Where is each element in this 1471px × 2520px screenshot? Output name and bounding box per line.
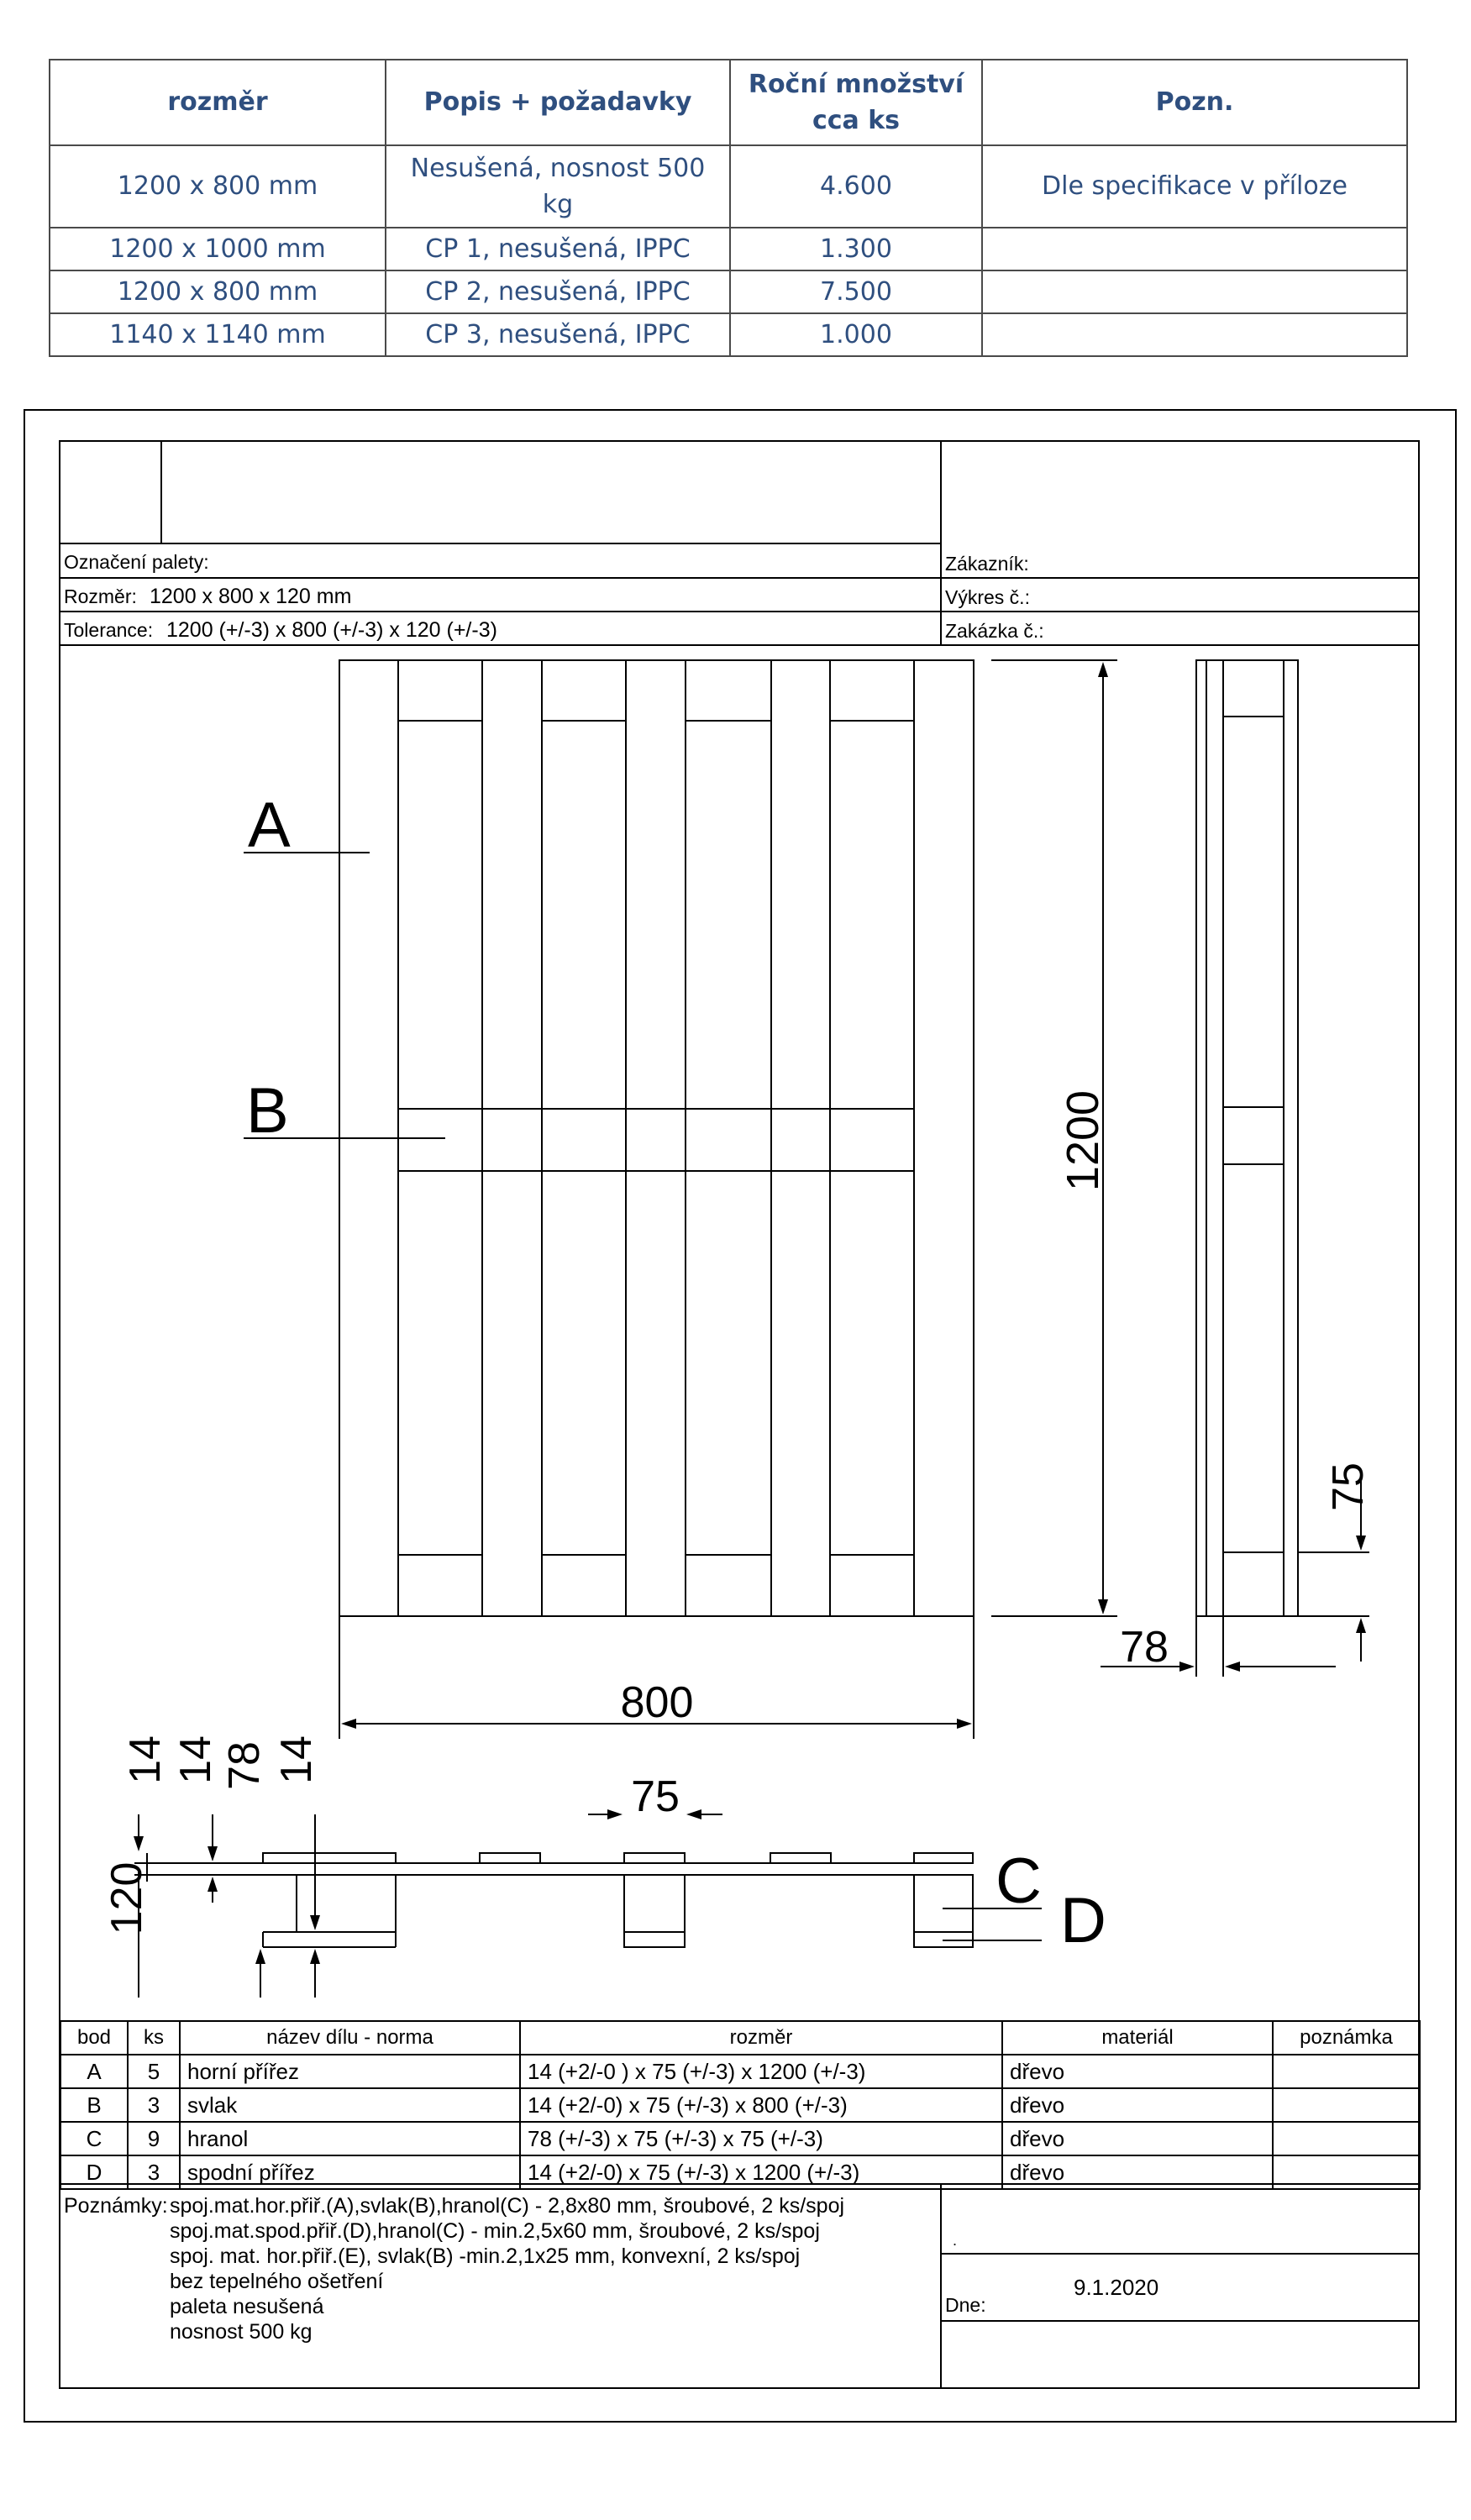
parts-cell: horní přířez (180, 2055, 520, 2088)
part-label-d: D (1060, 1885, 1106, 1956)
parts-cell (1273, 2155, 1420, 2189)
parts-cell: C (60, 2122, 128, 2155)
parts-cell: dřevo (1002, 2055, 1273, 2088)
parts-cell: 9 (128, 2122, 180, 2155)
parts-header-cell: poznámka (1273, 2021, 1420, 2055)
parts-cell (1273, 2122, 1420, 2155)
parts-row (60, 2155, 1420, 2189)
parts-table (60, 2020, 1421, 2190)
parts-header-cell: bod (60, 2021, 128, 2055)
parts-header-row (60, 2021, 1420, 2055)
note-line: spoj.mat.hor.přiř.(A),svlak(B),hranol(C) - 2,8x80 mm, šroubové, 2 ks/spoj (170, 2194, 845, 2218)
value-tolerance: 1200 (+/-3) x 800 (+/-3) x 120 (+/-3) (166, 618, 497, 642)
notes-label: Poznámky: (64, 2194, 168, 2218)
parts-row (60, 2122, 1420, 2155)
parts-row (60, 2088, 1420, 2122)
summary-cell: Nesušená, nosnost 500 kg (386, 145, 730, 228)
summary-cell: 1.000 (730, 313, 982, 356)
parts-cell: 14 (+2/-0) x 75 (+/-3) x 800 (+/-3) (520, 2088, 1002, 2122)
parts-cell: dřevo (1002, 2155, 1273, 2189)
parts-cell: 14 (+2/-0) x 75 (+/-3) x 1200 (+/-3) (520, 2155, 1002, 2189)
parts-header-cell: rozměr (520, 2021, 1002, 2055)
note-line: paleta nesušená (170, 2295, 324, 2318)
part-label-c: C (996, 1845, 1042, 1917)
dimension-800: 800 (620, 1678, 694, 1727)
dimension-78-side: 78 (1120, 1623, 1169, 1672)
summary-cell: 1200 x 800 mm (50, 270, 386, 313)
parts-cell: 3 (128, 2155, 180, 2189)
summary-cell: Dle specifikace v příloze (982, 145, 1407, 228)
summary-header-cell: rozměr (50, 60, 386, 145)
notes-lines (170, 2193, 844, 2344)
pallet-side-view (1196, 660, 1298, 1616)
label-zakaznik: Zákazník: (945, 553, 1029, 575)
label-dne: Dne: (945, 2294, 986, 2316)
pallet-front-view (147, 1853, 973, 1947)
label-vykres: Výkres č.: (945, 586, 1030, 608)
note-line: spoj. mat. hor.přiř.(E), svlak(B) -min.2,1x25 mm, konvexní, 2 ks/spoj (170, 2244, 801, 2268)
parts-header-cell: materiál (1002, 2021, 1273, 2055)
summary-cell: 1200 x 1000 mm (50, 228, 386, 270)
dimension-14-a: 14 (121, 1735, 170, 1784)
dimension-14-c: 14 (272, 1735, 321, 1784)
parts-row (60, 2055, 1420, 2088)
dimension-78-front: 78 (220, 1741, 269, 1790)
note-line: spoj.mat.spod.přiř.(D),hranol(C) - min.2,5x60 mm, šroubové, 2 ks/spoj (170, 2219, 820, 2243)
parts-cell: D (60, 2155, 128, 2189)
label-rozmer: Rozměr: (64, 585, 137, 607)
dimension-75-front: 75 (631, 1772, 680, 1821)
parts-cell: hranol (180, 2122, 520, 2155)
signature-dot: . (953, 2232, 958, 2249)
dimension-1200: 1200 (1058, 1089, 1108, 1192)
parts-cell: dřevo (1002, 2122, 1273, 2155)
dimension-120: 120 (102, 1861, 151, 1935)
summary-cell: CP 1, nesušená, IPPC (386, 228, 730, 270)
summary-cell: 1.300 (730, 228, 982, 270)
summary-cell: CP 2, nesušená, IPPC (386, 270, 730, 313)
parts-cell: spodní přířez (180, 2155, 520, 2189)
parts-cell: 5 (128, 2055, 180, 2088)
label-tolerance: Tolerance: (64, 619, 154, 641)
dimension-14-b: 14 (171, 1735, 220, 1784)
part-label-b: B (246, 1075, 289, 1147)
value-rozmer: 1200 x 800 x 120 mm (150, 585, 352, 608)
summary-header-cell: Popis + požadavky (386, 60, 730, 145)
parts-cell: 78 (+/-3) x 75 (+/-3) x 75 (+/-3) (520, 2122, 1002, 2155)
parts-cell (1273, 2088, 1420, 2122)
parts-cell: B (60, 2088, 128, 2122)
note-line: bez tepelného ošetření (170, 2270, 384, 2293)
parts-cell: A (60, 2055, 128, 2088)
parts-cell: 14 (+2/-0 ) x 75 (+/-3) x 1200 (+/-3) (520, 2055, 1002, 2088)
parts-cell: 3 (128, 2088, 180, 2122)
label-oznaceni-palety: Označení palety: (64, 551, 209, 573)
summary-cell: 7.500 (730, 270, 982, 313)
label-zakazka: Zakázka č.: (945, 620, 1044, 642)
summary-cell: CP 3, nesušená, IPPC (386, 313, 730, 356)
parts-header-cell: ks (128, 2021, 180, 2055)
part-label-a: A (248, 790, 291, 861)
summary-cell: 1140 x 1140 mm (50, 313, 386, 356)
parts-header-cell: název dílu - norma (180, 2021, 520, 2055)
date-value: 9.1.2020 (1074, 2275, 1159, 2300)
dimension-75-side: 75 (1324, 1462, 1373, 1511)
summary-header-cell: Roční množství cca ks (730, 60, 982, 145)
parts-cell (1273, 2055, 1420, 2088)
parts-cell: dřevo (1002, 2088, 1273, 2122)
summary-cell: 4.600 (730, 145, 982, 228)
parts-cell: svlak (180, 2088, 520, 2122)
summary-header-cell: Pozn. (982, 60, 1407, 145)
note-line: nosnost 500 kg (170, 2320, 313, 2344)
summary-cell: 1200 x 800 mm (50, 145, 386, 228)
